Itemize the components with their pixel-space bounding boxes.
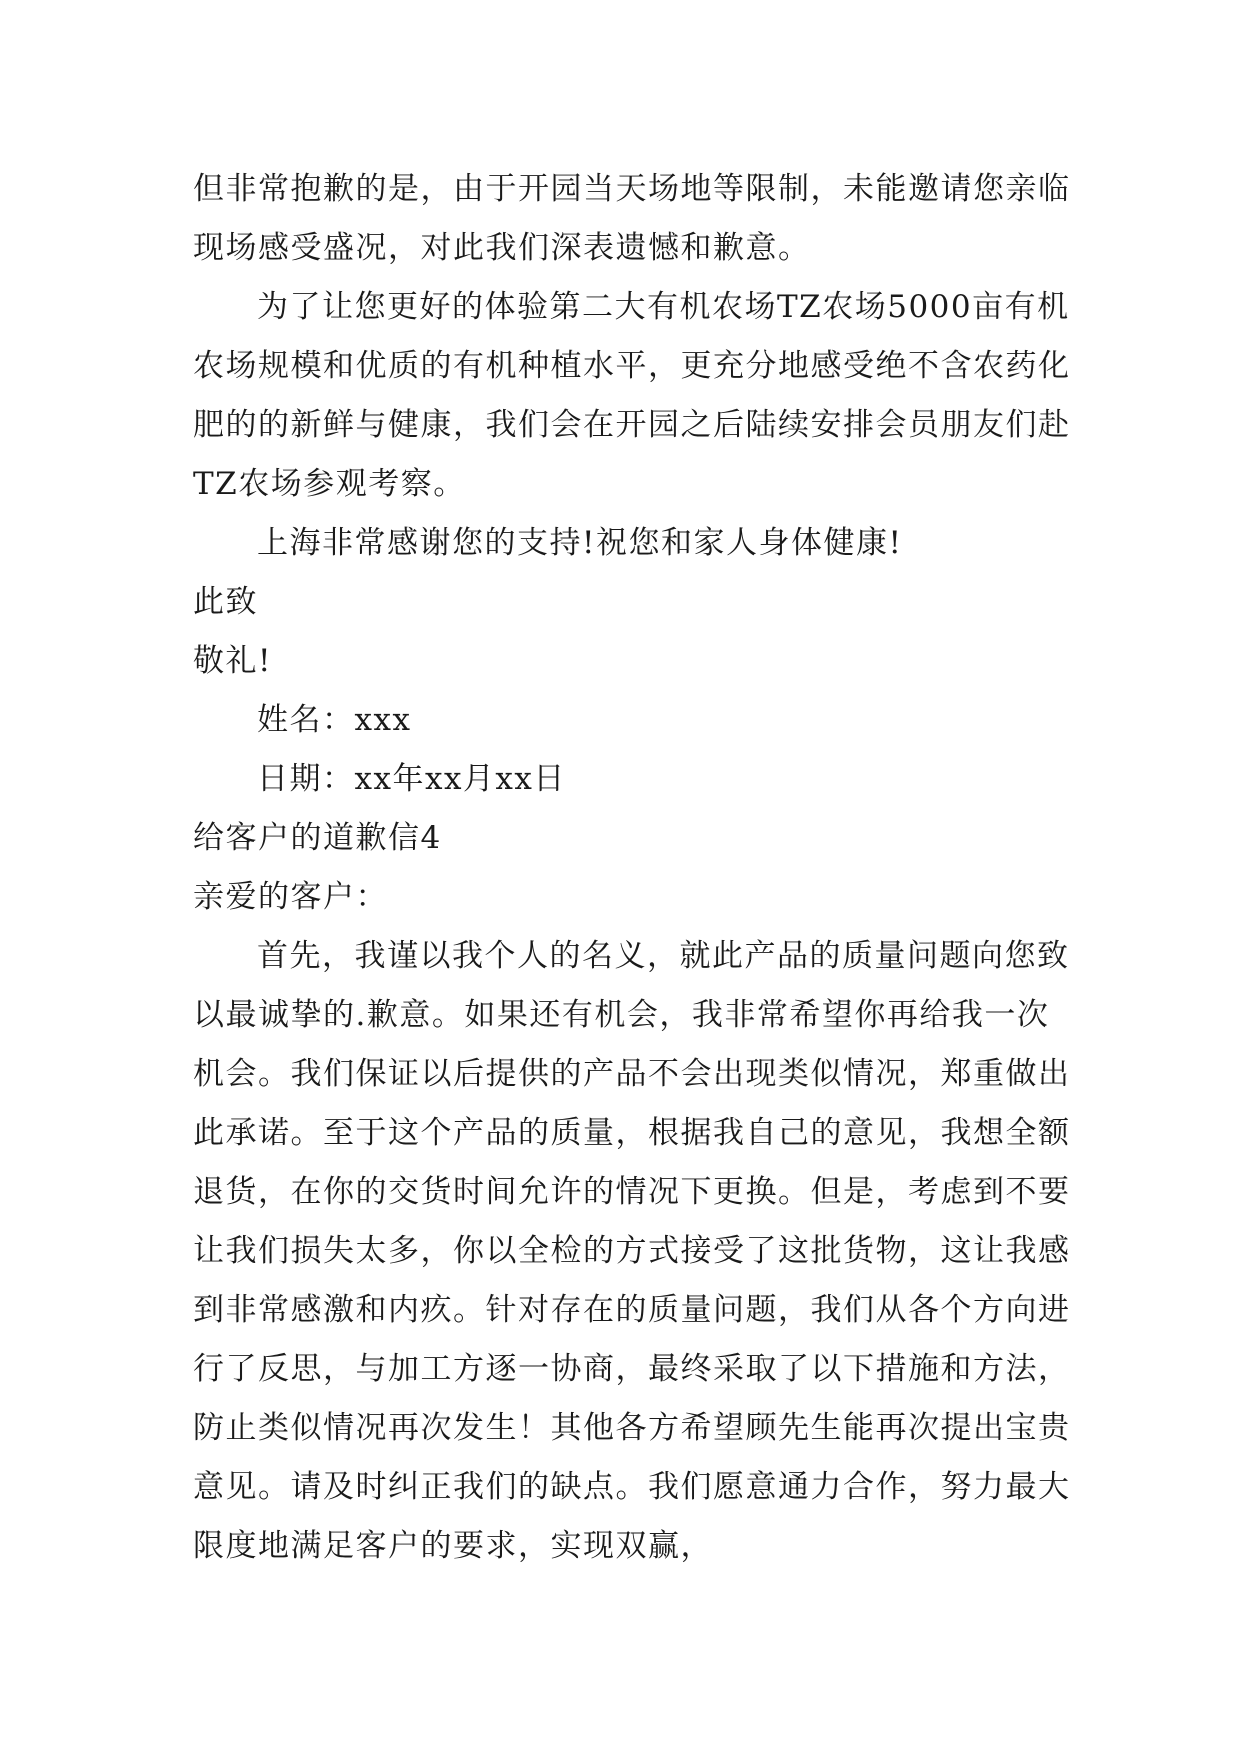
paragraph-thanks: 上海非常感谢您的支持!祝您和家人身体健康! [257,525,903,561]
signature-name: 姓名：xxx [257,702,412,738]
paragraph-farm-visit: 为了让您更好的体验第二大有机农场TZ农场5000亩有机农场规模和优质的有机种植水平，更充分地感受绝不含农药化肥的的新鲜与健康，我们会在开园之后陆续安排会员朋友们赴TZ农场参观考察。 [193,289,1071,502]
closing-salutation: 此致 [193,584,258,620]
greeting: 亲爱的客户： [193,879,388,915]
closing-regards: 敬礼! [193,643,272,679]
signature-date: 日期：xx年xx月xx日 [257,761,566,797]
paragraph-apology-intro: 但非常抱歉的是，由于开园当天场地等限制，未能邀请您亲临现场感受盛况，对此我们深表遗憾和歉意。 [193,171,1071,266]
letter-title: 给客户的道歉信4 [193,820,442,856]
letter-body [193,160,1073,1576]
paragraph-quality-apology: 首先，我谨以我个人的名义，就此产品的质量问题向您致以最诚挚的.歉意。如果还有机会，我非常希望你再给我一次机会。我们保证以后提供的产品不会出现类似情况，郑重做出此承诺。至于这个产品的质量，根据我自己的意见，我想全额退货，在你的交货时间允许的情况下更换。但是，考虑到不要让我们损失太多，你以全检的方式接受了这批货物，这让我感到非常感激和内疚。针对存在的质量问题，我们从各个方向进行了反思，与加工方逐一协商，最终采取了以下措施和方法，防止类似情况再次发生！其他各方希望顾先生能再次提出宝贵意见。请及时纠正我们的缺点。我们愿意通力合作，努力最大限度地满足客户的要求，实现双赢， [193,938,1071,1564]
